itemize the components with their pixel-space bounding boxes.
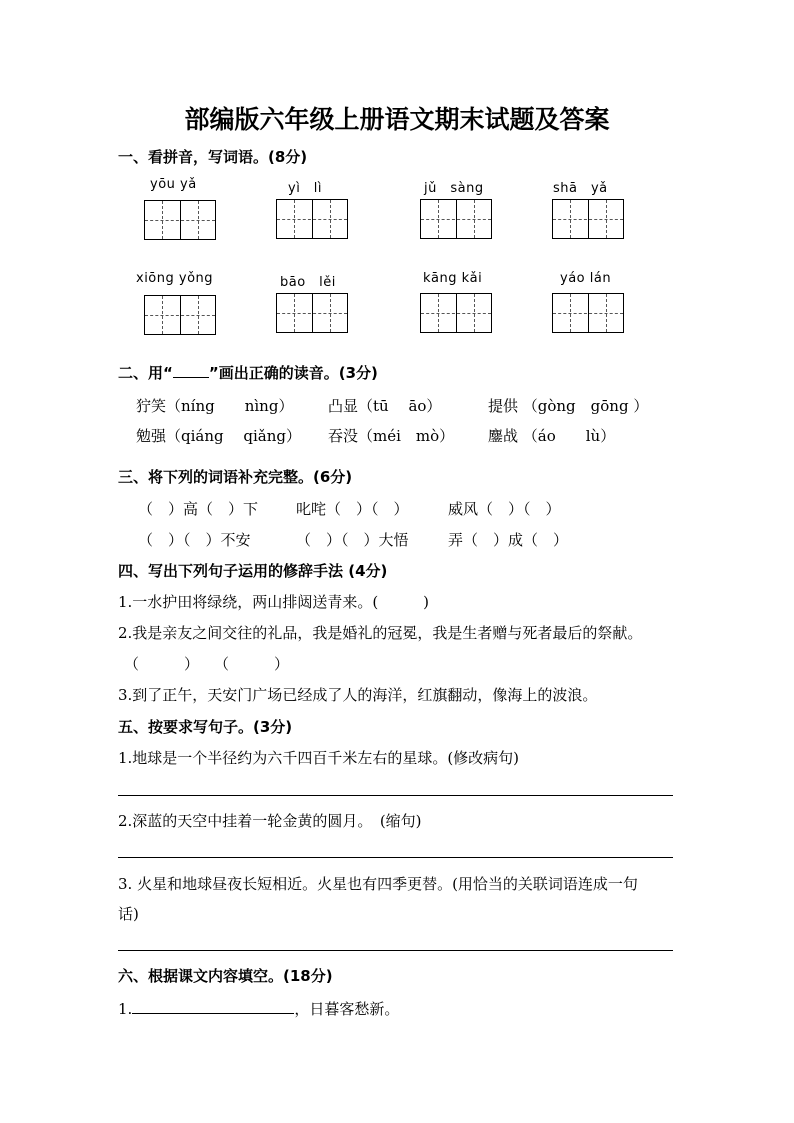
idiom-blank-3[interactable]: 威风（ ）（ ） bbox=[448, 500, 561, 518]
reading-item-1[interactable]: 狞笑（níng nìng） bbox=[136, 397, 294, 415]
idiom-blank-4[interactable]: （ ）（ ）不安 bbox=[138, 531, 251, 549]
idiom-blank-5[interactable]: （ ）（ ）大悟 bbox=[296, 531, 409, 549]
pinyin-4: shā yǎ bbox=[553, 181, 608, 196]
section-5-heading: 五、按要求写句子。(3分) bbox=[118, 718, 293, 736]
sentence-question-3-cont: 话) bbox=[118, 905, 139, 923]
answer-line-1[interactable] bbox=[118, 795, 673, 796]
rhetoric-question-3: 3.到了正午，天安门广场已经成了人的海洋，红旗翻动，像海上的波浪。 bbox=[118, 686, 598, 704]
fill-question-1-tail: ，日暮客愁新。 bbox=[294, 1000, 400, 1018]
section-3-heading: 三、将下列的词语补充完整。(6分) bbox=[118, 468, 353, 486]
sentence-question-1: 1.地球是一个半径约为六千四百千米左右的星球。(修改病句) bbox=[118, 749, 520, 767]
rhetoric-question-1[interactable]: 1.一水护田将绿绕，两山排闼送青来。( ) bbox=[118, 593, 430, 611]
section-1-heading: 一、看拼音，写词语。(8分) bbox=[118, 148, 308, 166]
section-2-heading-end: ”画出正确的读音。(3分) bbox=[208, 364, 378, 382]
pinyin-3: jǔ sàng bbox=[424, 181, 484, 196]
fill-question-1-number: 1. bbox=[118, 1000, 133, 1018]
writing-box-2[interactable] bbox=[276, 199, 348, 239]
fill-blank-1[interactable] bbox=[132, 999, 294, 1014]
writing-box-8[interactable] bbox=[552, 293, 624, 333]
reading-item-2[interactable]: 凸显（tū āo） bbox=[328, 397, 442, 415]
pinyin-7: kāng kǎi bbox=[423, 271, 483, 286]
writing-box-6[interactable] bbox=[276, 293, 348, 333]
section-4-heading: 四、写出下列句子运用的修辞手法 (4分) bbox=[118, 562, 388, 580]
pinyin-8: yáo lán bbox=[560, 271, 612, 286]
rhetoric-question-2: 2.我是亲友之间交往的礼品，我是婚礼的冠冕，我是生者赠与死者最后的祭献。 bbox=[118, 624, 643, 642]
rhetoric-answer-2[interactable]: （ ） （ ） bbox=[124, 655, 290, 673]
pinyin-5: xiōng yǒng bbox=[136, 271, 214, 286]
reading-item-6[interactable]: 鏖战 （áo lù） bbox=[488, 427, 616, 445]
underline-sample bbox=[173, 377, 209, 378]
sentence-question-2: 2.深蓝的天空中挂着一轮金黄的圆月。 (缩句) bbox=[118, 812, 422, 830]
answer-line-3[interactable] bbox=[118, 950, 673, 951]
pinyin-1: yōu yǎ bbox=[150, 177, 197, 192]
reading-item-3[interactable]: 提供 （gòng gōng ） bbox=[488, 397, 649, 415]
fill-question-1 bbox=[118, 998, 399, 1019]
pinyin-6: bāo lěi bbox=[280, 275, 336, 290]
pinyin-2: yì lì bbox=[288, 181, 323, 196]
section-6-heading: 六、根据课文内容填空。(18分) bbox=[118, 967, 333, 985]
answer-line-2[interactable] bbox=[118, 857, 673, 858]
writing-box-1[interactable] bbox=[144, 200, 216, 240]
section-2-heading bbox=[118, 362, 378, 383]
reading-item-4[interactable]: 勉强（qiáng qiǎng） bbox=[136, 427, 301, 445]
page-title: 部编版六年级上册语文期末试题及答案 bbox=[184, 105, 610, 134]
reading-item-5[interactable]: 吞没（méi mò） bbox=[328, 427, 455, 445]
writing-box-4[interactable] bbox=[552, 199, 624, 239]
writing-box-7[interactable] bbox=[420, 293, 492, 333]
idiom-blank-1[interactable]: （ ）高（ ）下 bbox=[138, 500, 259, 518]
section-2-heading-start: 二、用“ bbox=[118, 364, 173, 382]
idiom-blank-6[interactable]: 弄（ ）成（ ） bbox=[448, 531, 569, 549]
sentence-question-3: 3. 火星和地球昼夜长短相近。火星也有四季更替。(用恰当的关联词语连成一句 bbox=[118, 875, 638, 893]
writing-box-5[interactable] bbox=[144, 295, 216, 335]
writing-box-3[interactable] bbox=[420, 199, 492, 239]
idiom-blank-2[interactable]: 叱咤（ ）（ ） bbox=[296, 500, 409, 518]
